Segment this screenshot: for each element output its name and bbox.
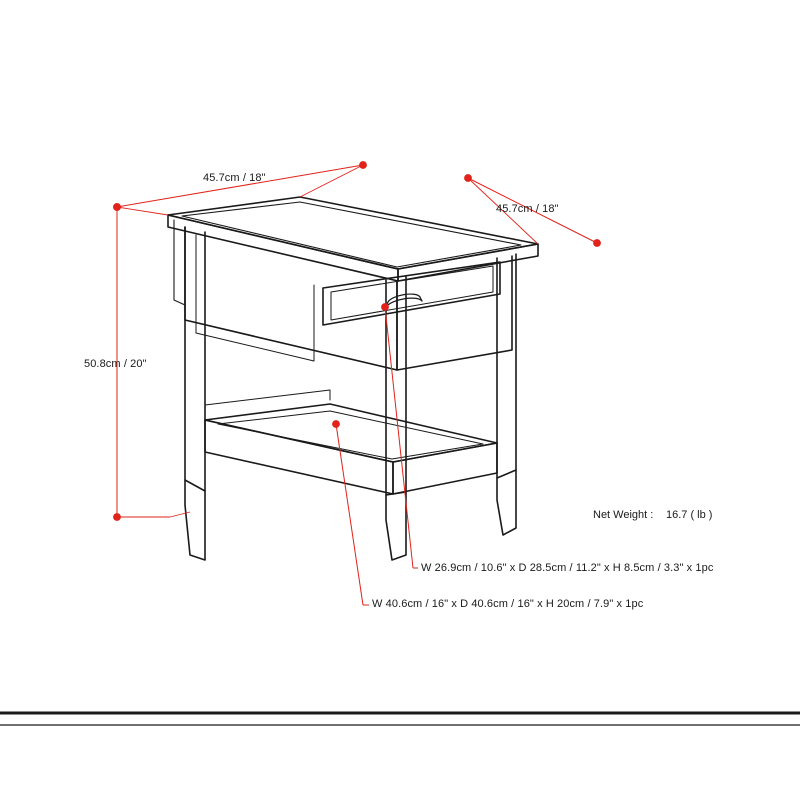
left-side-panel: [196, 235, 314, 361]
callout-label-drawer: W 26.9cm / 10.6" x D 28.5cm / 11.2" x H 8.5cm / 3.3" x 1pc: [421, 562, 714, 574]
footer-rules: [0, 713, 800, 725]
dimension-label-width-top-right: 45.7cm / 18": [496, 203, 559, 215]
net-weight-value: 16.7 ( lb ): [666, 509, 713, 521]
net-weight-label: Net Weight :: [593, 509, 654, 521]
table-apron: [185, 227, 512, 370]
table-top: [168, 197, 538, 281]
dimension-label-width-top-left: 45.7cm / 18": [203, 172, 266, 184]
lower-shelf: [205, 404, 497, 494]
dimension-label-height-left: 50.8cm / 20": [84, 358, 147, 370]
drawer-front: [323, 262, 500, 325]
callout-label-shelf: W 40.6cm / 16" x D 40.6cm / 16" x H 20cm / 7.9" x 1pc: [372, 598, 644, 610]
